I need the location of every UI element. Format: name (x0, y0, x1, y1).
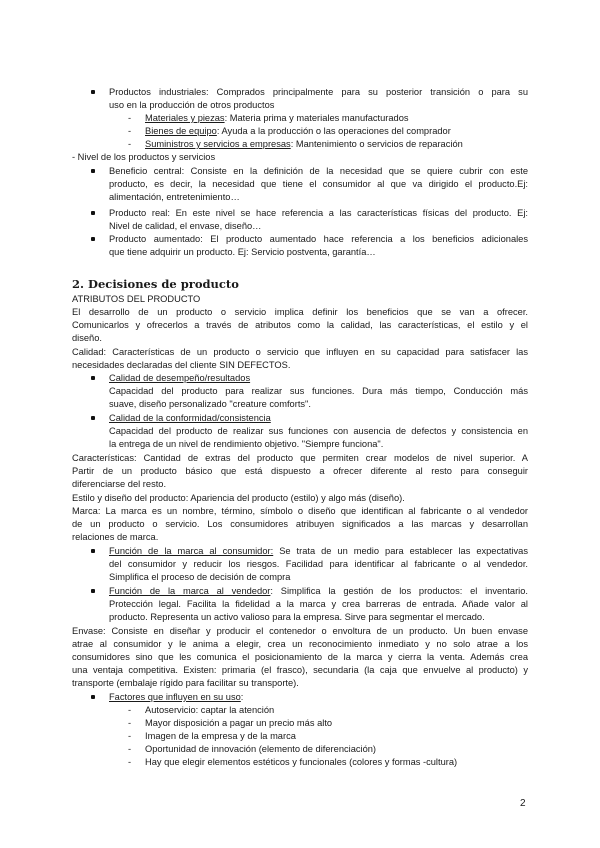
intro-line: El desarrollo de un producto o servicio implica definir los beneficios que se van a ofrecer. (72, 307, 528, 317)
bullet-icon (91, 376, 95, 380)
section-subtitle: ATRIBUTOS DEL PRODUCTO (72, 294, 201, 304)
dash-icon: - (128, 731, 132, 741)
envase-line: Envase: Consiste en diseñar y producir el contenedor o envoltura de un producto. Un buen envase (72, 626, 528, 636)
bullet-icon (91, 589, 95, 593)
dash-icon: - (128, 744, 132, 754)
marca-item-line: del consumidor y reducir los riesgos. Facilidad para identificar al fabricante o al vendedor. (109, 559, 528, 569)
marca-item-line1: Función de la marca al consumidor: Se trata de un medio para establecer las expectativas (109, 546, 528, 556)
nivel-line: Producto real: En este nivel se hace referencia a las características físicas del producto. Ej: (109, 208, 528, 218)
calidad-item-line: suave, diseño personalizado "creature comforts". (109, 399, 311, 409)
calidad-item-line: Capacidad del producto para realizar sus funciones. Dura más tiempo, Conducción más (109, 386, 528, 396)
nivel-line: que tiene adquirir un producto. Ej: Servicio postventa, garantía… (109, 247, 376, 257)
bullet-icon (91, 416, 95, 420)
marca-item-line: Simplifica el proceso de decisión de compra (109, 572, 291, 582)
industriales-line2: uso en la producción de otros productos (109, 100, 275, 110)
bullet-icon (91, 237, 95, 241)
envase-line: consumidores sino que les comunica el posicionamiento de la marca y cierra la venta. Además crea (72, 652, 528, 662)
calidad-line: necesidades declaradas del cliente SIN DEFECTOS. (72, 360, 291, 370)
bullet-icon (91, 90, 95, 94)
caracteristicas-line: diferenciarse del resto. (72, 479, 167, 489)
nivel-line: Producto aumentado: El producto aumentado hace referencia a los beneficios adicionales (109, 234, 528, 244)
bullet-icon (91, 211, 95, 215)
calidad-item-title: Calidad de desempeño/resultados (109, 373, 251, 383)
dash-icon: - (128, 139, 132, 149)
sub-item: Bienes de equipo: Ayuda a la producción o las operaciones del comprador (145, 126, 451, 136)
sub-item: Materiales y piezas: Materia prima y materiales manufacturados (145, 113, 409, 123)
factor-item: Hay que elegir elementos estéticos y funcionales (colores y formas -cultura) (145, 757, 458, 767)
factor-item: Oportunidad de innovación (elemento de diferenciación) (145, 744, 377, 754)
marca-line: relaciones de marca. (72, 532, 159, 542)
intro-line: Comunicarlos y ofrecerlos a través de atributos como la calidad, las características, el estilo y el (72, 320, 528, 330)
caracteristicas-line: Características: Cantidad de extras del producto que permiten crear modelos de nivel superior. A (72, 453, 528, 463)
calidad-item-line: Capacidad del producto de realizar sus funciones con ausencia de defectos y consistencia en (109, 426, 528, 436)
dash-icon: - (128, 757, 132, 767)
dash-icon: - (128, 718, 132, 728)
envase-line: atrae al consumidor y le anima a elegir, crea un reconocimiento inmediato y no solo atrae a los (72, 639, 528, 649)
marca-line: Marca: La marca es un nombre, término, símbolo o diseño que identifican al fabricante o al vendedor (72, 506, 528, 516)
factor-item: Autoservicio: captar la atención (145, 705, 275, 715)
marca-item-line: Protección legal. Facilita la fidelidad a la marca y crea barreras de entrada. Añade valor al (109, 599, 528, 609)
niveles-heading: - Nivel de los productos y servicios (72, 152, 216, 162)
factores-title: Factores que influyen en su uso: (109, 692, 244, 702)
dash-icon: - (128, 113, 132, 123)
caracteristicas-line: Partir de un producto básico que está dispuesto a ofrecer diferente al resto para conseguir (72, 466, 528, 476)
calidad-item-line: la entrega de un nivel de rendimiento objetivo. "Siempre funciona". (109, 439, 384, 449)
nivel-line: Beneficio central: Consiste en la definición de la necesidad que se quiere cubrir con este (109, 166, 528, 176)
dash-icon: - (128, 126, 132, 136)
bullet-icon (91, 549, 95, 553)
factor-item: Imagen de la empresa y de la marca (145, 731, 296, 741)
estilo-line: Estilo y diseño del producto: Apariencia del producto (estilo) y algo más (diseño). (72, 493, 405, 503)
envase-line: una ventaja competitiva. Existen: primaria (el frasco), secundaria (la caja que envuelve al producto) y (72, 665, 528, 675)
sub-item: Suministros y servicios a empresas: Mantenimiento o servicios de reparación (145, 139, 463, 149)
calidad-item-title: Calidad de la conformidad/consistencia (109, 413, 271, 423)
nivel-line: Nivel de calidad, el envase, diseño… (109, 221, 262, 231)
nivel-line: alimentación, entretenimiento… (109, 192, 240, 202)
envase-line: transporte (embalaje rígido para facilitar su transporte). (72, 678, 299, 688)
marca-item-line: producto. Representa un activo valioso para la empresa. Sirve para segmentar el mercado. (109, 612, 485, 622)
marca-line: de un producto o servicio. Los consumidores atribuyen significados a las marcas y desarrollan (72, 519, 528, 529)
dash-icon: - (128, 705, 132, 715)
calidad-line: Calidad: Características de un producto o servicio que influyen en su capacidad para satisfacer las (72, 347, 528, 357)
nivel-line: producto, es decir, la necesidad que tiene el consumidor al que va dirigido el producto.Ej: (109, 179, 528, 189)
intro-line: diseño. (72, 333, 102, 343)
factor-item: Mayor disposición a pagar un precio más alto (145, 718, 333, 728)
section-title: 2. Decisiones de producto (72, 277, 239, 291)
marca-item-line1: Función de la marca al vendedor: Simplifica la gestión de los productos: el inventario. (109, 586, 529, 596)
bullet-icon (91, 695, 95, 699)
industriales-line1: Productos industriales: Comprados principalmente para su posterior transición o para su (109, 87, 528, 97)
bullet-icon (91, 169, 95, 173)
page-number: 2 (520, 798, 526, 809)
